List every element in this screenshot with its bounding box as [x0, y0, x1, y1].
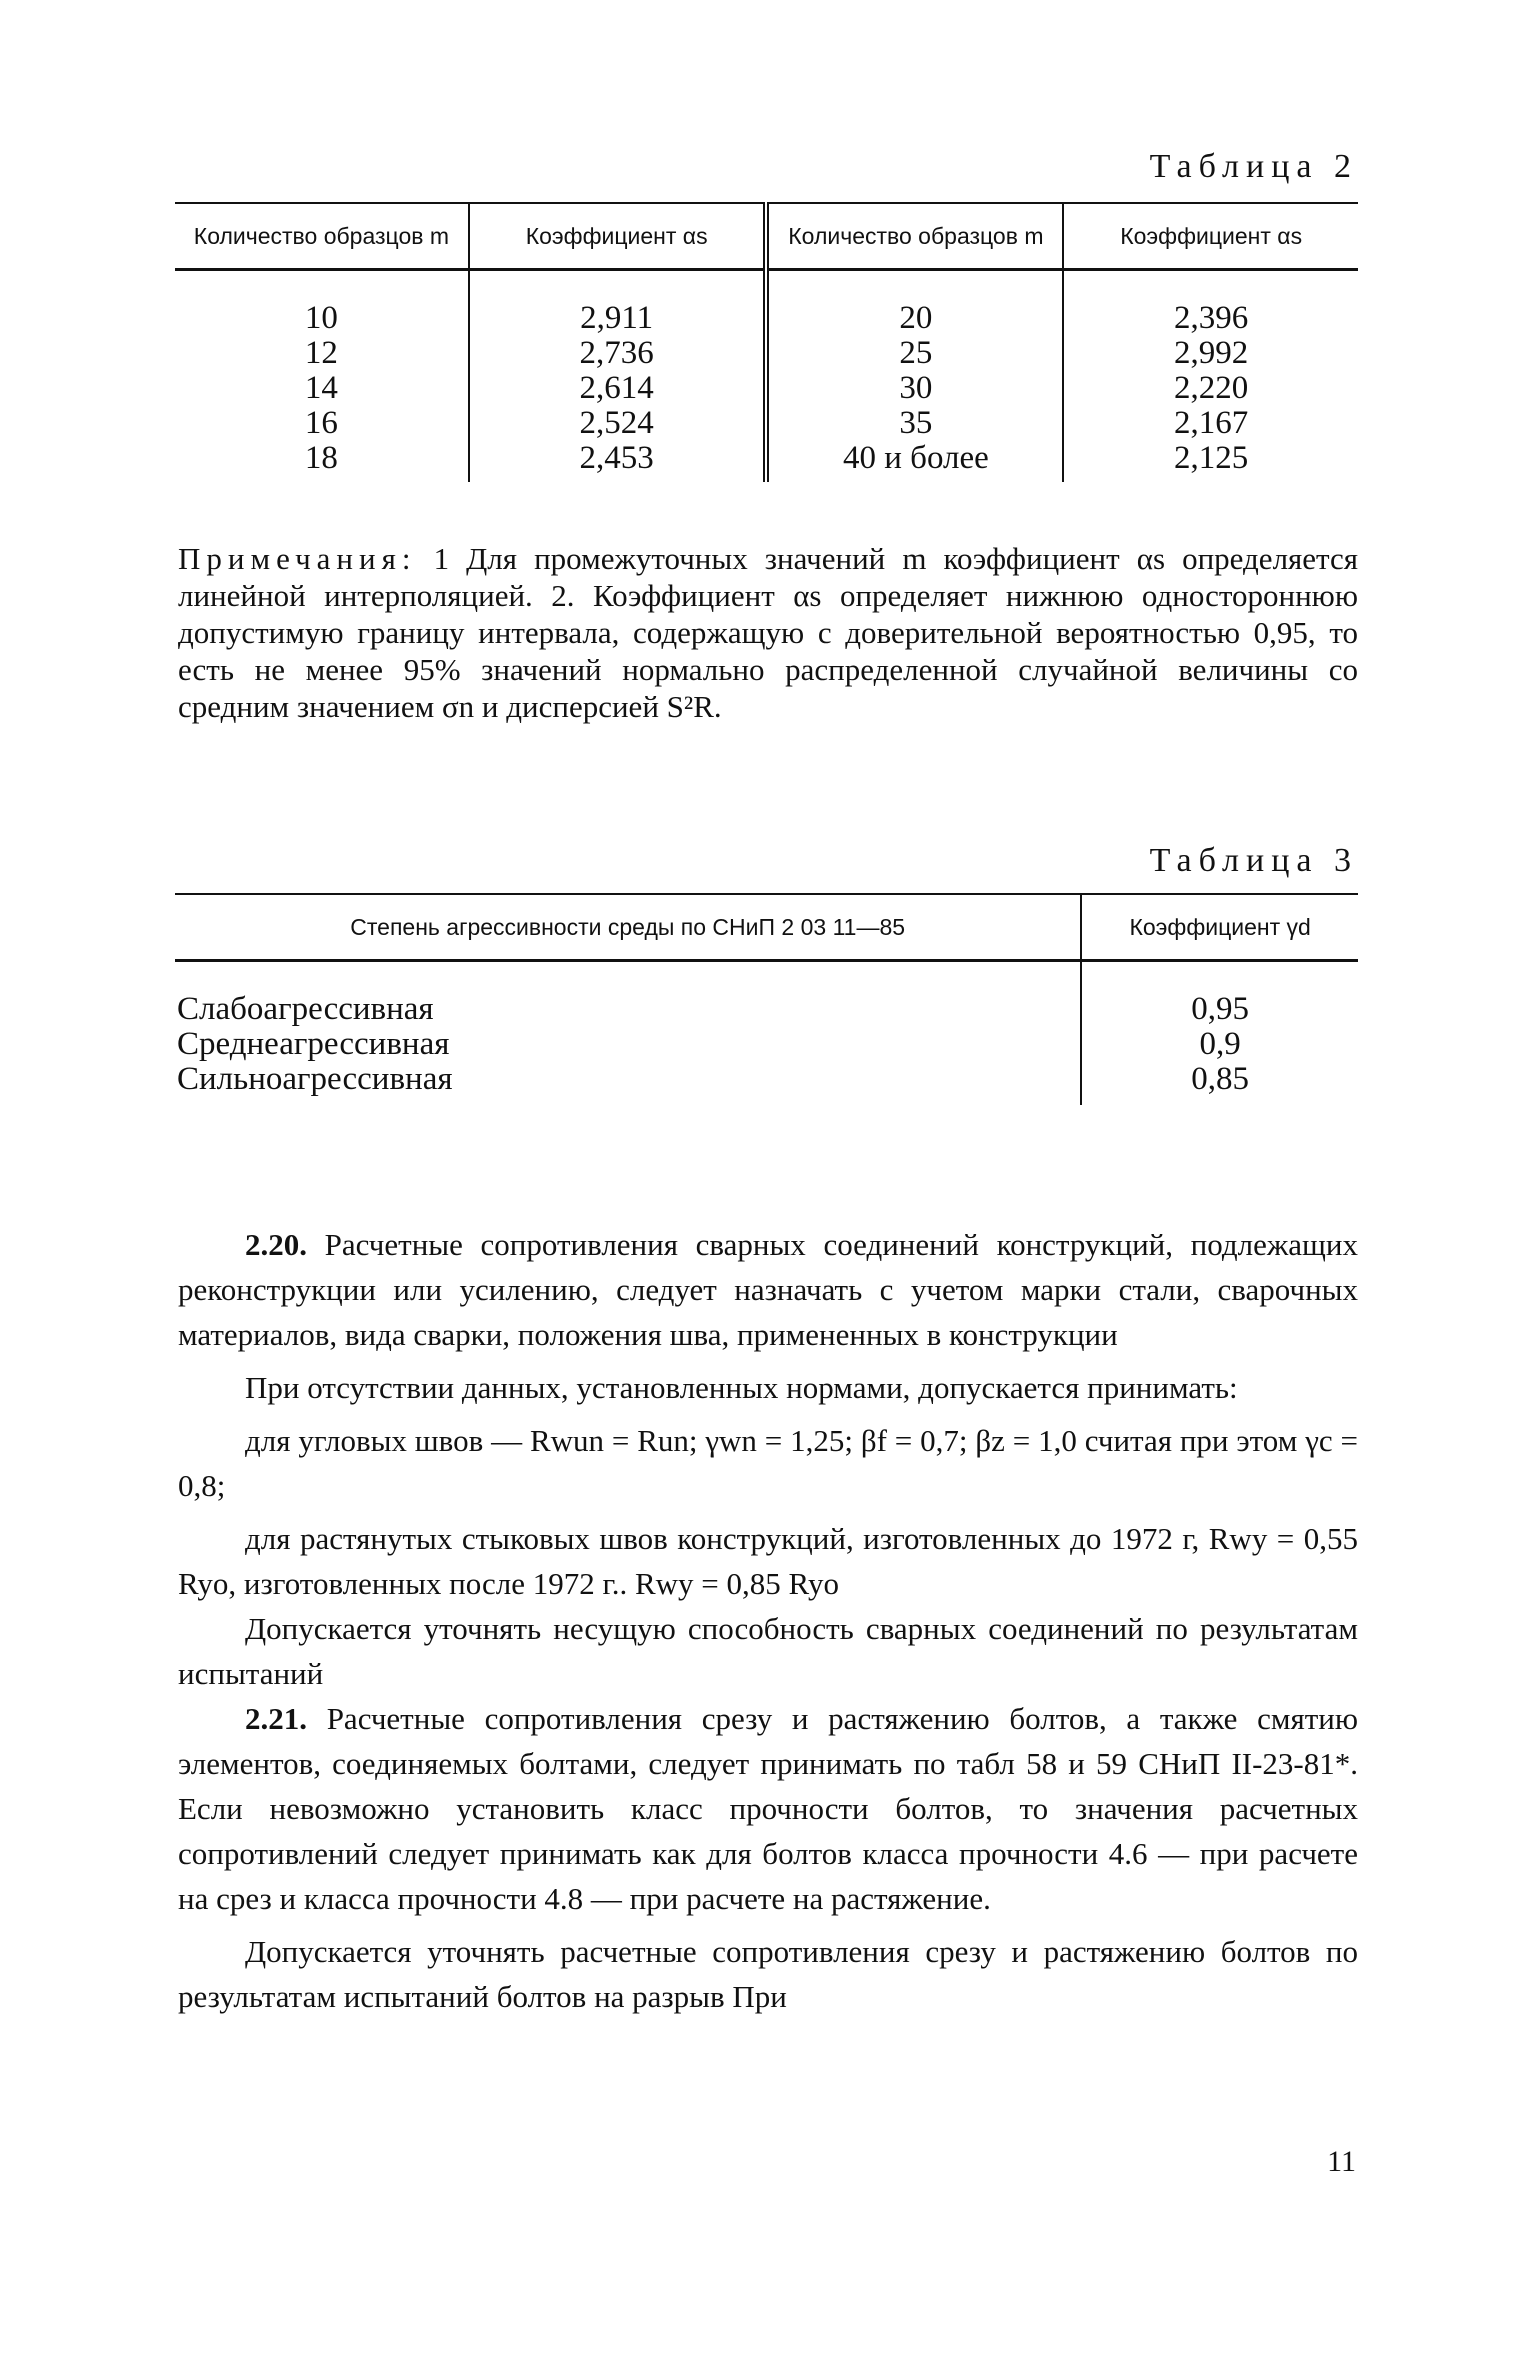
- body-text: [178, 1222, 1358, 2019]
- table-row: [175, 1062, 1358, 1105]
- paragraph-2-21-text: Расчетные сопротивления срезу и растяжению болтов, а также смятию элементов, соединяемых болтами, следует принимать по табл 58 и 59 СНиП II-23-81*. Если невозможно установить класс прочности болтов, то значения расчетных сопротивлений следует принимать как для болтов класса прочности 4.6 — при расчете на срез и класса прочности 4.8 — при расчете на растяжение.: [178, 1701, 1359, 1916]
- t2-count-cell: 30: [899, 370, 933, 406]
- t3-environment-cell: Среднеагрессивная: [177, 1026, 450, 1062]
- t2-count-cell: 10: [304, 300, 338, 336]
- paragraph-2-20-text: Расчетные сопротивления сварных соединений конструкций, подлежащих реконструкции или усилению, следует назначать с учетом марки стали, сварочных материалов, вида сварки, положения шва, примененных в конструкции: [178, 1227, 1359, 1352]
- table-3-caption: Таблица 3: [1149, 842, 1358, 879]
- t2-col-count-1: [175, 270, 469, 483]
- table-3: [175, 893, 1358, 1105]
- notes-label: Примечания:: [178, 541, 417, 576]
- t2-coef-cell: 2,167: [1174, 405, 1249, 441]
- t3-environment-cell: Слабоагрессивная: [177, 991, 434, 1027]
- t3-header-environment: Степень агрессивности среды по СНиП 2 03 11—85: [350, 914, 906, 940]
- table-row: [175, 961, 1358, 1028]
- t2-header-coef-2: Коэффициент αs: [1063, 203, 1358, 270]
- page-number: 11: [1327, 2145, 1356, 2178]
- t2-coef-cell: 2,524: [579, 405, 654, 441]
- t2-col-coef-1: [469, 270, 767, 483]
- paragraph-2-20: [178, 1222, 1358, 1357]
- table-2-notes: [178, 540, 1358, 725]
- paragraph-refine-bolts: Допускается уточнять расчетные сопротивления срезу и растяжению болтов по результатам испытаний болтов на разрыв При: [178, 1934, 1358, 2014]
- t2-count-cell: 16: [304, 405, 338, 441]
- t2-coef-cell: 2,614: [579, 370, 654, 406]
- t2-count-cell: 14: [304, 370, 338, 406]
- t2-coef-cell: 2,736: [579, 335, 654, 371]
- t2-coef-cell: 2,125: [1174, 440, 1249, 476]
- t2-count-cell: 20: [899, 300, 933, 336]
- paragraph-butt-welds: для растянутых стыковых швов конструкций, изготовленных до 1972 г, Rwy = 0,55 Ryo, изготовленных после 1972 г.. Rwy = 0,85 Ryo: [178, 1521, 1358, 1601]
- t2-count-cell: 35: [899, 405, 933, 441]
- t2-coef-cell: 2,992: [1174, 335, 1249, 371]
- notes-text: 1 Для промежуточных значений m коэффициент αs определяется линейной интерполяцией. 2. Коэффициент αs определяет нижнюю одностороннюю допустимую границу интервала, содержащую с доверительной вероятностью 0,95, то есть не менее 95% значений нормально распределенной случайной величины со средним значением σn и дисперсией S²R.: [178, 541, 1358, 724]
- table-row: [175, 1027, 1358, 1062]
- section-number-2-20: 2.20.: [245, 1227, 307, 1262]
- table-2-caption: Таблица 2: [1149, 148, 1358, 185]
- paragraph-refine-welds: Допускается уточнять несущую способность сварных соединений по результатам испытаний: [178, 1611, 1358, 1691]
- t3-coef-cell: 0,95: [1081, 961, 1358, 1028]
- t3-header-coef: Коэффициент γd: [1081, 894, 1358, 961]
- table-2: [175, 202, 1358, 482]
- paragraph-fillet-welds: для угловых швов — Rwun = Run; γwn = 1,25; βf = 0,7; βz = 1,0 считая при этом γc = 0,8;: [178, 1423, 1358, 1503]
- t3-environment-cell: Сильноагрессивная: [177, 1061, 453, 1097]
- t2-col-count-2: [766, 270, 1063, 483]
- paragraph-no-data: При отсутствии данных, установленных нормами, допускается принимать:: [245, 1370, 1238, 1405]
- t3-coef-cell: 0,9: [1081, 1027, 1358, 1062]
- t2-header-count-2: Количество образцов m: [766, 203, 1063, 270]
- t2-coef-cell: 2,911: [580, 300, 654, 336]
- t2-header-count-1: Количество образцов m: [193, 223, 450, 249]
- t2-count-cell: 12: [304, 335, 338, 371]
- t2-count-cell: 40 и более: [843, 440, 989, 476]
- t2-col-coef-2: [1063, 270, 1358, 483]
- t2-header-coef-1: Коэффициент αs: [469, 203, 767, 270]
- t2-coef-cell: 2,396: [1174, 300, 1249, 336]
- t2-coef-cell: 2,220: [1174, 370, 1249, 406]
- paragraph-2-21: [178, 1696, 1358, 1921]
- t2-count-cell: 25: [899, 335, 933, 371]
- section-number-2-21: 2.21.: [245, 1701, 307, 1736]
- t2-coef-cell: 2,453: [579, 440, 654, 476]
- t2-count-cell: 18: [304, 440, 338, 476]
- t3-coef-cell: 0,85: [1081, 1062, 1358, 1105]
